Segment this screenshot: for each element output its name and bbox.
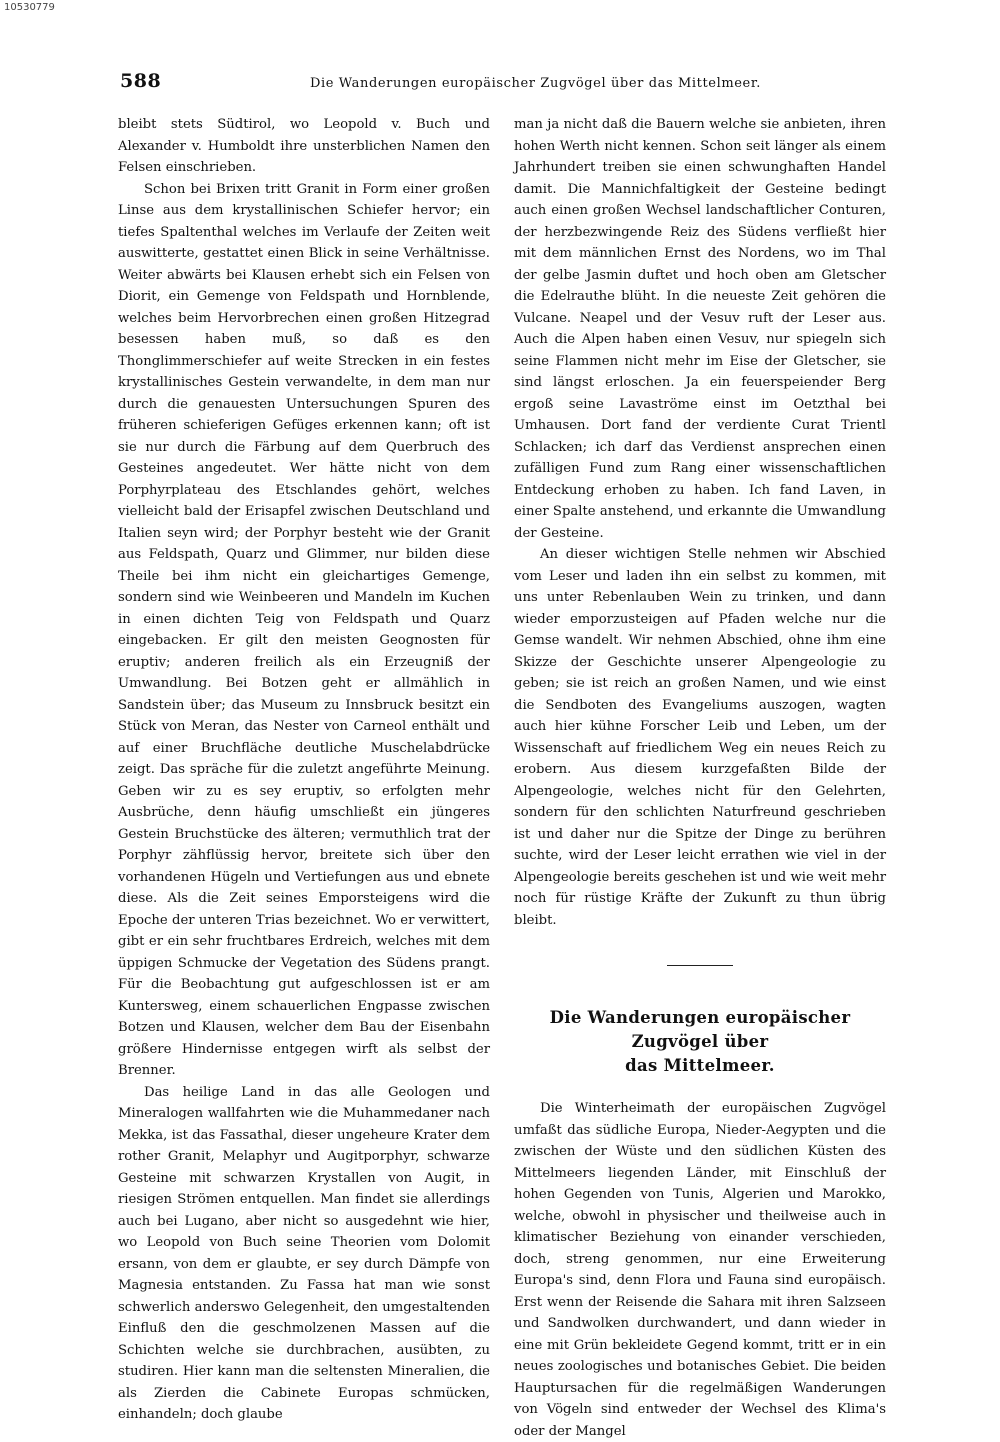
section-divider (667, 965, 733, 966)
section-title-line: das Mittelmeer. (625, 1056, 775, 1075)
left-column (118, 114, 490, 1426)
section-title (514, 1006, 886, 1078)
right-column (514, 114, 886, 1442)
paragraph: Das heilige Land in das alle Geologen und Mineralogen wallfahrten wie die Muhammedaner nach Mekka, ist das Fassathal, dieser ungeheure Krater dem rother Granit, Melaphyr und Augitporphyr, schwarze Gesteine mit schwarzen Krystallen von Augit, in riesigen Strömen entquellen. Man findet sie allerdings auch bei Lugano, aber nicht so ausgedehnt wie hier, wo Leopold von Buch seine Theorien vom Dolomit ersann, von dem er glaubte, er sey durch Dämpfe von Magnesia entstanden. Zu Fassa hat man wie sonst schwerlich anderswo Gelegenheit, den umgestaltenden Einfluß den die geschmolzenen Massen auf die Schichten welche sie durchbrachen, ausübten, zu studiren. Hier kann man die seltensten Mineralien, die als Zierden die Cabinete Europas schmücken, einhandeln; doch glaube (118, 1084, 490, 1422)
paragraph: An dieser wichtigen Stelle nehmen wir Abschied vom Leser und laden ihn ein selbst zu kommen, mit uns unter Rebenlauben Wein zu trinken, und dann wieder emporzusteigen auf Pfaden welche nur die Gemse wandelt. Wir nehmen Abschied, ohne ihm eine Skizze der Geschichte unserer Alpengeologie zu geben; sie ist reich an großen Namen, und wie einst die Sendboten des Evangeliums auszogen, wagten auch hier kühne Forscher Leib und Leben, um der Wissenschaft auf friedlichem Weg ein neues Reich zu erobern. Aus diesem kurzgefaßten Bilde der Alpengeologie, welches nicht für den Gelehrten, sondern für den schlichten Naturfreund geschrieben ist und daher nur die Spitze der Dinge zu berühren suchte, wird der Leser leicht errathen wie viel in der Alpengeologie bereits geschehen ist und wie weit mehr noch für rüstige Kräfte der Zukunft zu thun übrig bleibt. (514, 547, 886, 928)
paragraph: bleibt stets Südtirol, wo Leopold v. Buch und Alexander v. Humboldt ihre unsterblichen Namen den Felsen einschrieben. (118, 117, 490, 175)
running-head: Die Wanderungen europäischer Zugvögel über das Mittelmeer. (310, 76, 761, 91)
paragraph: Schon bei Brixen tritt Granit in Form einer großen Linse aus dem krystallinischen Schiefer hervor; ein tiefes Spaltenthal welches im Verlaufe der Zeiten weit auswitterte, gestattet einen Blick in seine Verhältnisse. Weiter abwärts bei Klausen erhebt sich ein Felsen von Diorit, ein Gemenge von Feldspath und Hornblende, welches beim Hervorbrechen einen großen Hitzegrad besessen haben muß, so daß es den Thonglimmerschiefer auf weite Strecken in ein festes krystallinisches Gestein verwandelte, in dem man nur durch die genauesten Untersuchungen Spuren des früheren schieferigen Gefüges erkennen kann; oft ist sie nur durch die Färbung auf dem Querbruch des Gesteines angedeutet. Wer hätte nicht von dem Porphyrplateau des Etschlandes gehört, welches vielleicht bald der Erisapfel zwischen Deutschland und Italien seyn wird; der Porphyr besteht wie der Granit aus Feldspath, Quarz und Glimmer, nur bilden diese Theile bei ihm nicht ein gleichartiges Gemenge, sondern sind wie Weinbeeren und Mandeln im Kuchen in einen dichten Teig von Feldspath und Quarz eingebacken. Er gilt den meisten Geognosten für eruptiv; anderen freilich als ein Erzeugniß der Umwandlung. Bei Botzen geht er allmählich in Sandstein über; das Museum zu Innsbruck besitzt ein Stück von Meran, das Nester von Carneol enthält und auf einer Bruchfläche deutliche Muschelabdrücke zeigt. Das spräche für die zuletzt angeführte Meinung. Geben wir zu es sey eruptiv, so erfolgten mehr Ausbrüche, denn häufig umschließt ein jüngeres Gestein Bruchstücke des älteren; vermuthlich trat der Porphyr zähflüssig hervor, breitete sich über den vorhandenen Hügeln und Vertiefungen aus und ebnete diese. Als die Zeit seines Emporsteigens wird die Epoche der unteren Trias bezeichnet. Wo er verwittert, gibt er ein sehr fruchtbares Erdreich, welches mit dem üppigen Schmucke der Vegetation des Südens prangt. Für die Beobachtung gut aufgeschlossen ist er am Kuntersweg, einem schauerlichen Engpasse zwischen Botzen und Klausen, welcher dem Bau der Eisenbahn größere Hindernisse entgegen wirft als selbst der Brenner. (118, 181, 490, 1078)
page-number: 588 (120, 70, 162, 92)
section-body: Die Winterheimath der europäischen Zugvögel umfaßt das südliche Europa, Nieder-Aegypten und die zwischen der Wüste und den südlichen Küsten des Mittelmeers liegenden Länder, mit Einschluß der hohen Gegenden von Tunis, Algerien und Marokko, welche, obwohl in physischer und theilweise auch in klimatischer Beziehung von einander verschieden, doch, streng genommen, nur eine Erweiterung Europa's sind, denn Flora und Fauna sind europäisch. Erst wenn der Reisende die Sahara mit ihren Salzseen und Sandwolken durchwandert, und dann wieder in eine mit Grün bekleidete Gegend kommt, tritt er in ein neues zoologisches und botanisches Gebiet. Die beiden Hauptursachen für die regelmäßigen Wanderungen von Vögeln sind entweder der Wechsel des Klima's oder der Mangel (514, 1101, 886, 1439)
paragraph: man ja nicht daß die Bauern welche sie anbieten, ihren hohen Werth nicht kennen. Schon seit länger als einem Jahrhundert treiben sie einen schwunghaften Handel damit. Die Mannichfaltigkeit der Gesteine bedingt auch einen großen Wechsel landschaftlicher Conturen, der herzbezwingende Reiz des Südens verfließt hier mit dem männlichen Ernst des Nordens, wo im Thal der gelbe Jasmin duftet und hoch oben am Gletscher die Edelrauthe blüht. In die neueste Zeit gehören die Vulcane. Neapel und der Vesuv ruft der Leser aus. Auch die Alpen haben einen Vesuv, nur spiegeln sich seine Flammen nicht mehr im Eise der Gletscher, sie sind längst erloschen. Ja ein feuerspeiender Berg ergoß seine Lavaströme einst im Oetzthal bei Umhausen. Dort fand der verdiente Curat Trientl Schlacken; ich darf das Verdienst ansprechen einen zufälligen Fund zum Rang einer wissenschaftlichen Entdeckung erhoben zu haben. Ich fand Laven, in einer Spalte anstehend, und erkannte die Umwandlung der Gesteine. (514, 117, 886, 541)
scan-id: 10530779 (4, 2, 55, 13)
section-title-line: Die Wanderungen europäischer Zugvögel über (549, 1008, 851, 1051)
